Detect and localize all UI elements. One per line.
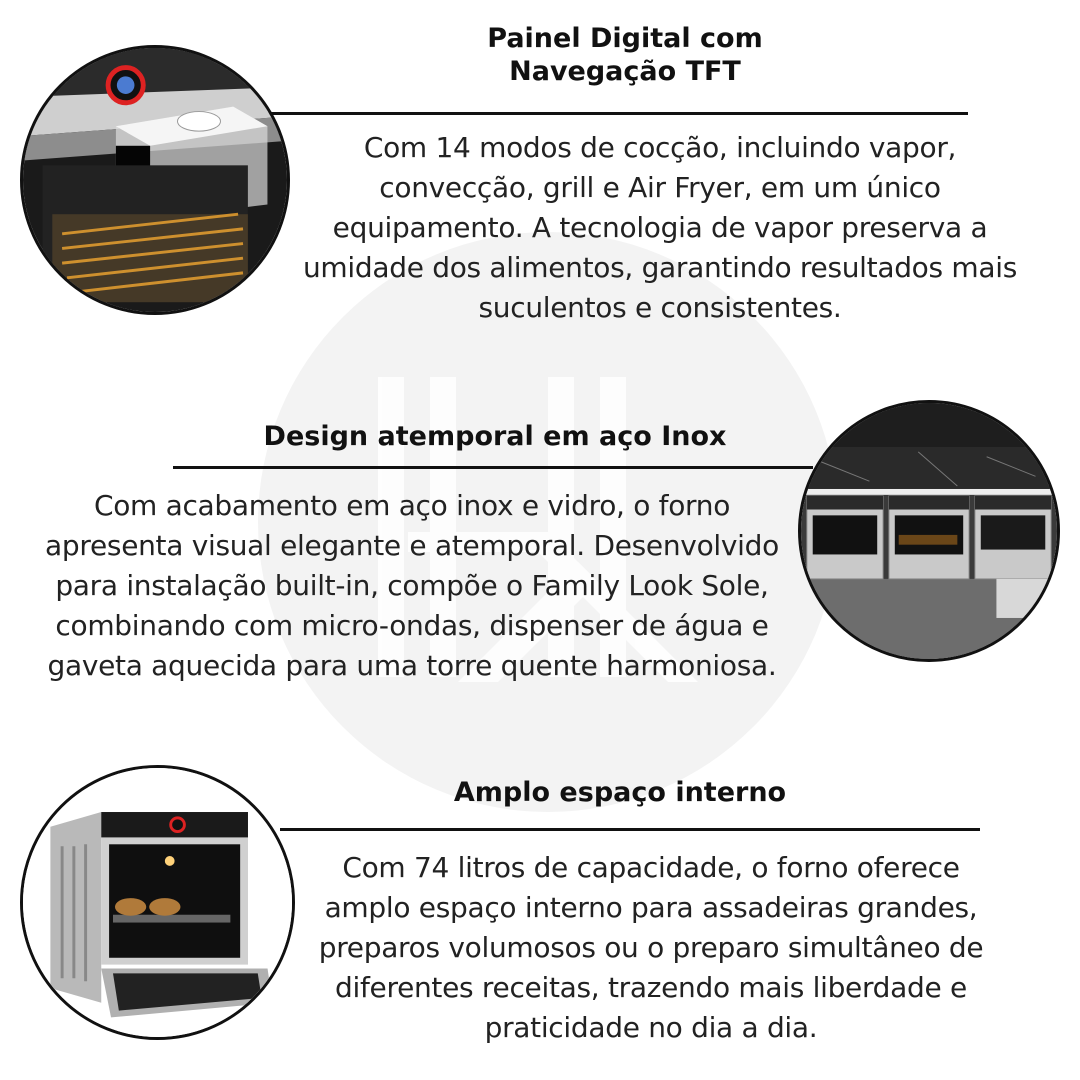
section-1-image [20,45,290,315]
section-1-divider [250,112,968,115]
section-3-title: Amplo espaço interno [453,777,787,808]
section-3-body: Com 74 litros de capacidade, o forno oferece amplo espaço interno para assadeiras grandes, preparos volumosos ou o preparo simultâneo de diferentes receitas, trazendo mais liberdade e praticidade no dia a dia. [318,851,984,1044]
section-3-divider [280,828,980,831]
section-1-title [430,22,820,88]
section-2-divider [173,466,813,469]
section-2-title: Design atemporal em aço Inox [263,421,727,452]
open-oven-with-bread-icon [23,768,292,1037]
oven-control-panel-icon [23,48,287,312]
section-1-body: Com 14 modos de cocção, incluindo vapor, convecção, grill e Air Fryer, em um único equipamento. A tecnologia de vapor preserva a umidade dos alimentos, garantindo resultados mais suculentos e consistentes. [302,131,1017,324]
section-2-image [798,400,1060,662]
section-1-title-line-1: Painel Digital com [487,23,763,54]
built-in-kitchen-ovens-icon [801,403,1057,659]
section-1-title-line-2: Navegação TFT [509,56,741,87]
section-3-image [20,765,295,1040]
section-2-body: Com acabamento em aço inox e vidro, o forno apresenta visual elegante e atemporal. Desenvolvido para instalação built-in, compõe o Family Look Sole, combinando com micro-ondas, dispenser de água e gaveta aquecida para uma torre quente harmoniosa. [45,489,779,682]
